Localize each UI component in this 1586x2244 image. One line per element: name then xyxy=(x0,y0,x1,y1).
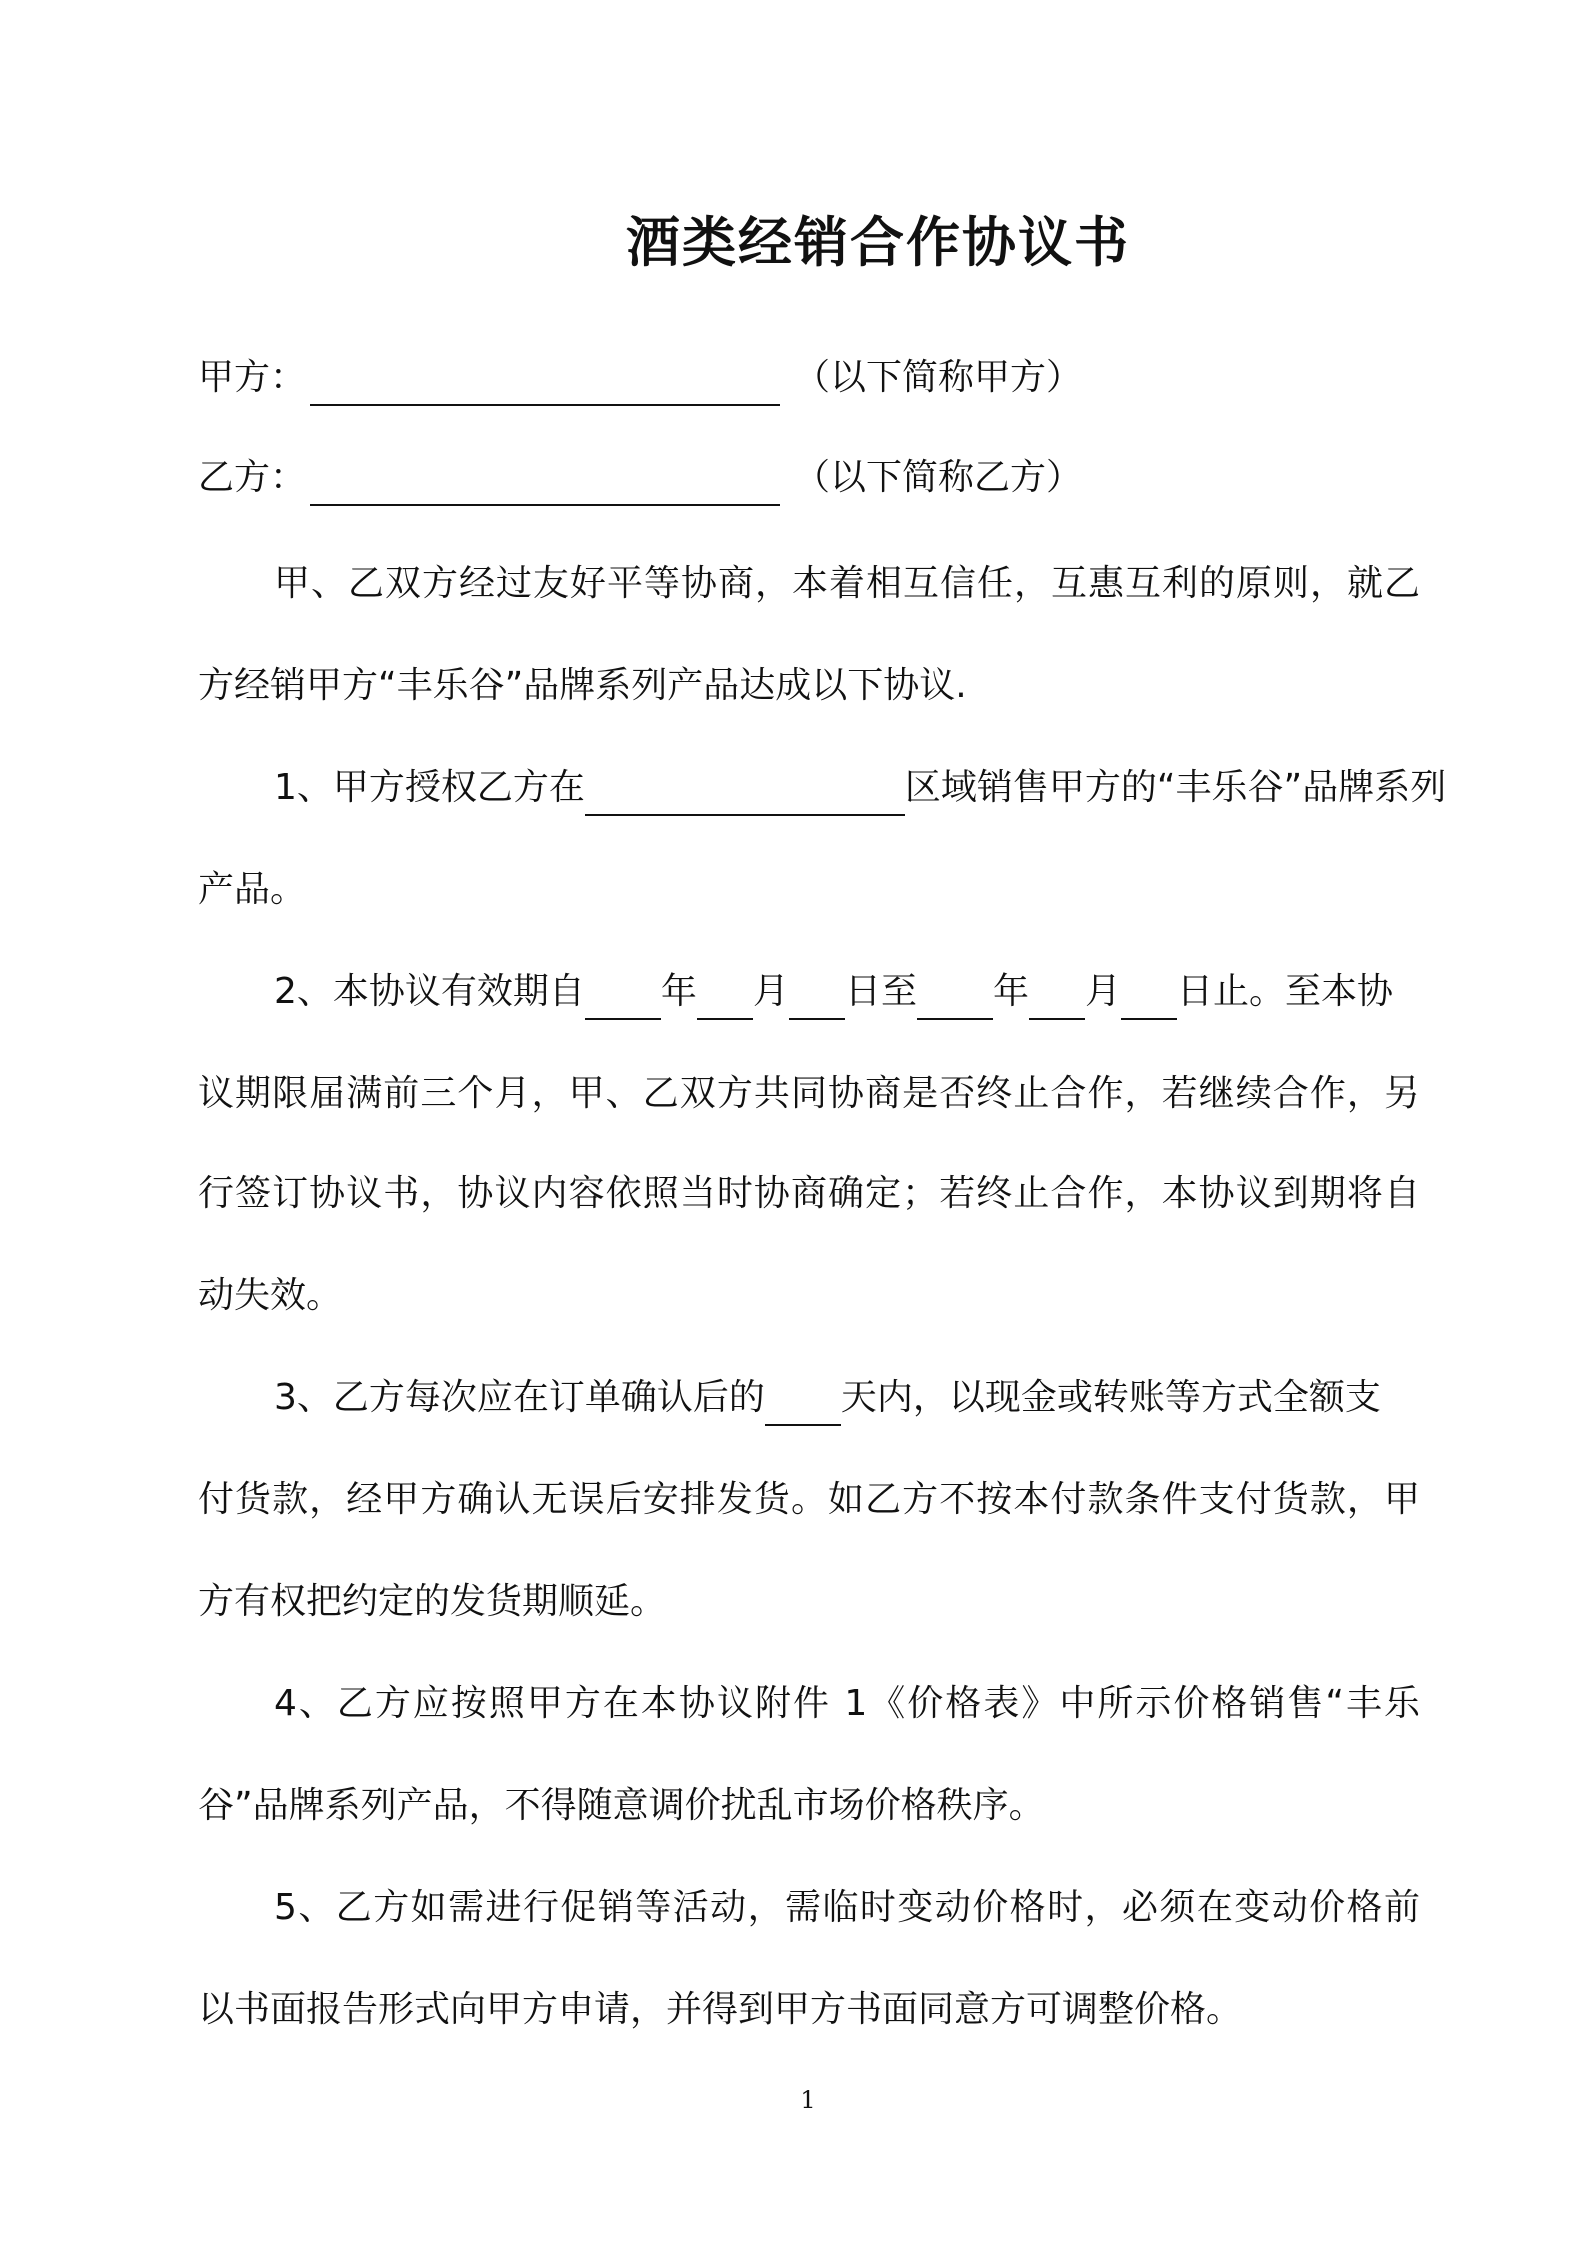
clause-1-line-1 xyxy=(198,760,1447,816)
page-number: 1 xyxy=(800,2086,816,2114)
intro-line-1: 甲、乙双方经过友好平等协商，本着相互信任，互惠互利的原则，就乙 xyxy=(274,563,1420,604)
start-month-label: 月 xyxy=(752,971,789,1012)
end-month-blank xyxy=(1029,974,1085,1020)
clause-2-line-3: 行签订协议书，协议内容依照当时协商确定；若终止合作，本协议到期将自 xyxy=(198,1173,1420,1214)
clause-2-line-2: 议期限届满前三个月，甲、乙双方共同协商是否终止合作，若继续合作，另 xyxy=(198,1073,1420,1114)
start-year-blank xyxy=(585,974,661,1020)
end-day-label: 日止。至本协 xyxy=(1176,971,1393,1012)
party-b-line xyxy=(198,450,1082,506)
party-a-blank xyxy=(310,360,780,406)
intro-line-2: 方经销甲方“丰乐谷”品牌系列产品达成以下协议. xyxy=(198,665,967,706)
end-month-label: 月 xyxy=(1084,971,1121,1012)
clause-5-line-2: 以书面报告形式向甲方申请，并得到甲方书面同意方可调整价格。 xyxy=(198,1989,1243,2030)
party-a-label: 甲方： xyxy=(198,357,307,398)
end-year-blank xyxy=(917,974,993,1020)
clause-4-line-1: 4、乙方应按照甲方在本协议附件 1《价格表》中所示价格销售“丰乐 xyxy=(274,1683,1420,1724)
clause-5-line-1: 5、乙方如需进行促销等活动，需临时变动价格时，必须在变动价格前 xyxy=(274,1887,1420,1928)
clause-4-line-2: 谷”品牌系列产品，不得随意调价扰乱市场价格秩序。 xyxy=(198,1785,1045,1826)
region-blank xyxy=(585,770,905,816)
clause-3-after: 天内，以现金或转账等方式全额支 xyxy=(840,1377,1381,1418)
party-b-blank xyxy=(310,460,780,506)
clause-1-after: 区域销售甲方的“丰乐谷”品牌系列 xyxy=(904,767,1447,808)
clause-2-line-1 xyxy=(198,964,1420,1020)
clause-3-before: 3、乙方每次应在订单确认后的 xyxy=(274,1377,765,1418)
party-a-line xyxy=(198,350,1082,406)
clause-2-line-4: 动失效。 xyxy=(198,1275,343,1316)
clause-1-before: 1、甲方授权乙方在 xyxy=(274,767,585,808)
start-day-blank xyxy=(789,974,845,1020)
clause-1-line-2: 产品。 xyxy=(198,869,307,910)
party-b-suffix: （以下简称乙方） xyxy=(794,457,1083,498)
end-day-blank xyxy=(1121,974,1177,1020)
start-day-label: 日至 xyxy=(844,971,917,1012)
clause-3-line-1 xyxy=(198,1370,1420,1426)
clause-3-line-3: 方有权把约定的发货期顺延。 xyxy=(198,1581,667,1622)
end-year-label: 年 xyxy=(992,971,1029,1012)
start-year-label: 年 xyxy=(660,971,697,1012)
start-month-blank xyxy=(697,974,753,1020)
payment-days-blank xyxy=(765,1380,841,1426)
document-title: 酒类经销合作协议书 xyxy=(626,211,1130,274)
party-a-suffix: （以下简称甲方） xyxy=(794,357,1083,398)
clause-3-line-2: 付货款，经甲方确认无误后安排发货。如乙方不按本付款条件支付货款，甲 xyxy=(198,1479,1420,1520)
clause-2-before: 2、本协议有效期自 xyxy=(274,971,585,1012)
party-b-label: 乙方： xyxy=(198,457,307,498)
